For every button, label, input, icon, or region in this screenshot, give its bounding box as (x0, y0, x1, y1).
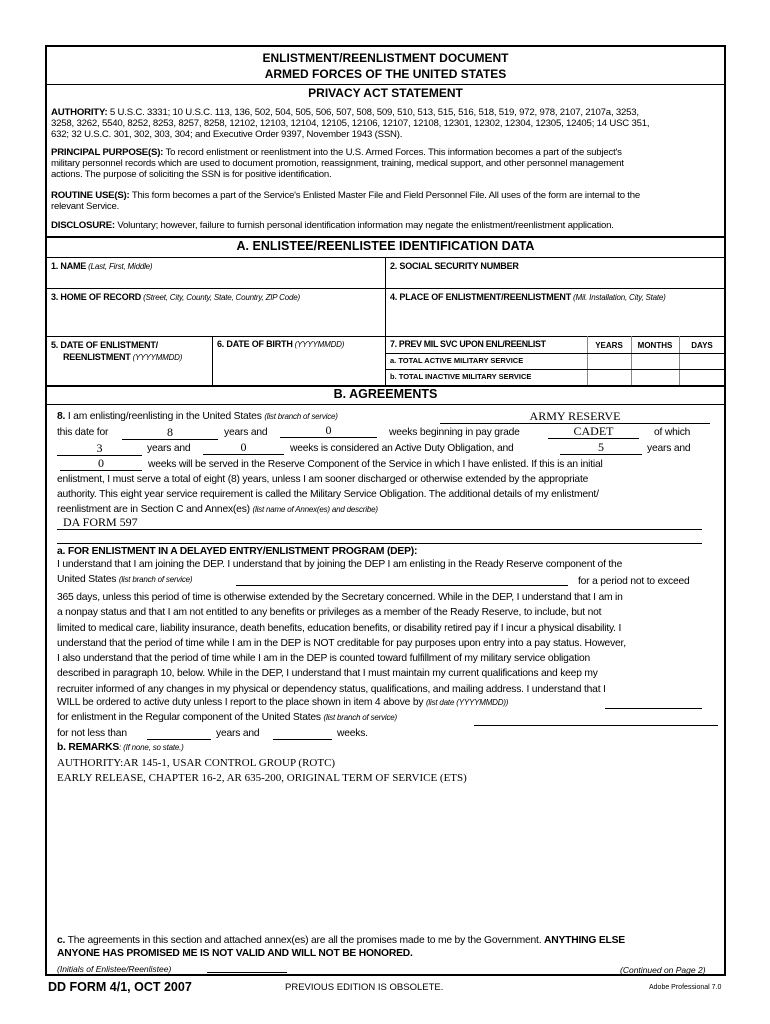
text: military personnel records which are used to document promotion, reassignment, training, medical support, and other personnel management (51, 158, 624, 169)
hint: (list branch of service) (118, 575, 193, 584)
divider (212, 336, 213, 385)
months-header: MONTHS (637, 341, 673, 350)
text: enlistment, I must serve a total of eight (8) years, unless I am sooner discharged or otherwise extended by the appropriate (57, 474, 589, 485)
text: years and (224, 427, 268, 438)
report-date-field[interactable] (605, 695, 702, 709)
text (57, 504, 378, 515)
divider (46, 404, 725, 405)
text: described in paragraph 10, below. While in the DEP, I understand that I must maintain my current qualifications and keep my (57, 668, 598, 680)
text (57, 574, 192, 585)
label: 4. PLACE OF ENLISTMENT/REENLISTMENT (390, 292, 572, 302)
text (57, 697, 508, 708)
label: REENLISTMENT (63, 352, 131, 362)
home-of-record-field[interactable] (51, 292, 300, 302)
weeks-field[interactable] (280, 424, 377, 438)
years-field[interactable] (122, 426, 218, 440)
field-value: CADET (573, 424, 614, 438)
regular-branch-field[interactable] (474, 712, 718, 726)
text: years and (147, 443, 191, 454)
text: To record enlistment or reenlistment into the U.S. Armed Forces. This information becomes a part of the subject's (163, 147, 622, 158)
hint: (list name of Annex(es) and describe) (252, 505, 378, 514)
field-value: 8 (167, 425, 173, 439)
text: I also understand that the period of time while I am in the DEP is counted toward fulfillment of my military service obligation (57, 653, 591, 665)
label: 6. DATE OF BIRTH (217, 339, 293, 349)
annex-field-line-2[interactable] (57, 543, 702, 544)
label: 5. DATE OF ENLISTMENT/ (51, 340, 158, 350)
regular-years-field[interactable] (147, 726, 211, 740)
field-value: 0 (325, 423, 332, 437)
text: weeks beginning in pay grade (389, 427, 520, 438)
divider (385, 353, 725, 354)
para-number: 8. (57, 411, 66, 422)
remarks-field[interactable] (57, 756, 467, 786)
active-years-field[interactable] (57, 442, 142, 456)
field-value: 5 (598, 440, 604, 454)
divider (46, 336, 725, 337)
ssn-field[interactable]: 2. SOCIAL SECURITY NUMBER (390, 261, 519, 271)
text: limited to medical care, liability insurance, death benefits, education benefits, or disability retired pay if I incur a physical disability. I (57, 622, 622, 634)
text: years and (647, 443, 691, 454)
text: weeks is considered an Active Duty Obligation, and (290, 443, 514, 454)
hint: (Last, First, Middle) (86, 262, 153, 271)
text: for not less than (57, 728, 127, 739)
text: recruiter informed of any changes in my physical or dependency status, qualifications, and mailing address. I understand that I (57, 683, 606, 695)
text: of which (654, 427, 691, 438)
purpose-text (51, 147, 624, 180)
text (57, 712, 397, 723)
field-value: 0 (240, 440, 247, 454)
text: understand that the period of time while I am in the DEP is NOT creditable for pay purposes upon entry into a pay status. However, (57, 637, 626, 649)
text: 3258, 3262, 5540, 8252, 8253, 8257, 8258, 12102, 12103, 12104, 12105, 12106, 12107, 12108, 12301, 12302, 12304, 12305, 12405; 14 USC 351, (51, 118, 650, 129)
branch-of-service-field[interactable] (440, 410, 710, 424)
reserve-weeks-field[interactable] (60, 457, 142, 471)
text: for a period not to exceed (578, 576, 690, 587)
disclosure-text (51, 220, 614, 231)
text: This form becomes a part of the Service's Enlisted Master File and Field Personnel File. All uses of the form are internal to the (129, 190, 641, 201)
label: c. (57, 935, 66, 946)
text: I understand that I am joining the DEP. I understand that by joining the DEP I am enlisting in the Ready Reserve component of the (57, 559, 623, 570)
date-of-enlistment-field[interactable] (51, 339, 182, 364)
purpose-label: PRINCIPAL PURPOSE(S): (51, 147, 164, 158)
routine-label: ROUTINE USE(S): (51, 190, 130, 201)
reserve-years-field[interactable] (560, 441, 642, 455)
days-header: DAYS (691, 341, 713, 350)
initials-field[interactable] (207, 960, 287, 973)
text: WILL be ordered to active duty unless I report to the place shown in item 4 above by (57, 697, 426, 708)
dep-heading: a. FOR ENLISTMENT IN A DELAYED ENTRY/ENLISTMENT PROGRAM (DEP): (57, 546, 418, 557)
remarks-label (57, 742, 184, 753)
label: 3. HOME OF RECORD (51, 292, 142, 302)
text: Voluntary; however, failure to furnish personal identification information may negate the enlistment/reenlistment application. (114, 220, 614, 231)
remark-line: EARLY RELEASE, CHAPTER 16-2, AR 635-200, ORIGINAL TERM OF SERVICE (ETS) (57, 772, 467, 784)
hint: (list date (YYYYMMDD)) (425, 698, 509, 707)
text: ANYTHING ELSE (544, 935, 625, 946)
text: weeks. (337, 728, 368, 739)
software-note: Adobe Professional 7.0 (649, 984, 722, 991)
text: ANYONE HAS PROMISED ME IS NOT VALID AND WILL NOT BE HONORED. (57, 948, 413, 959)
text: I am enlisting/reenlisting in the United States (65, 411, 265, 422)
active-weeks-field[interactable] (203, 441, 284, 455)
field-value: DA FORM 597 (63, 515, 138, 529)
text: weeks will be served in the Reserve Component of the Service in which I have enlisted. If this is an initial (148, 459, 603, 470)
disclosure-label: DISCLOSURE: (51, 220, 115, 231)
hint: : (If none, so state.) (119, 743, 184, 752)
form-title-2: ARMED FORCES OF THE UNITED STATES (264, 67, 507, 81)
label: 1. NAME (51, 261, 87, 271)
continued-note: (Continued on Page 2) (620, 965, 706, 975)
regular-weeks-field[interactable] (273, 726, 332, 740)
field-value: 3 (96, 441, 103, 455)
total-active-service-row[interactable]: a. TOTAL ACTIVE MILITARY SERVICE (390, 356, 524, 365)
hint: (Mil. Installation, City, State) (571, 293, 666, 302)
hint: (Street, City, County, State, Country, ZIP Code) (141, 293, 300, 302)
text: authority. This eight year service requirement is called the Military Service Obligation. The additional details of my enlistment/ (57, 489, 599, 500)
text: years and (216, 728, 260, 739)
initials-label: (Initials of Enlistee/Reenlistee) (57, 964, 172, 974)
form-title-1: ENLISTMENT/REENLISTMENT DOCUMENT (262, 51, 509, 65)
text: this date for (57, 427, 109, 438)
section-a-heading: A. ENLISTEE/REENLISTEE IDENTIFICATION DATA (236, 239, 535, 253)
text: reenlistment are in Section C and Annex(es) (57, 504, 253, 515)
pay-grade-field[interactable] (548, 425, 639, 439)
place-of-enlistment-field[interactable] (390, 292, 666, 302)
annex-field[interactable] (57, 516, 702, 530)
text: 365 days, unless this period of time is otherwise extended by the Secretary concerned. While in the DEP, I understand that I am in (57, 592, 623, 603)
field-value: 0 (98, 456, 104, 470)
authority-label: AUTHORITY: (51, 107, 108, 118)
date-of-birth-field[interactable] (217, 339, 344, 349)
name-field[interactable] (51, 261, 152, 271)
years-header: YEARS (595, 341, 623, 350)
divider (46, 236, 725, 238)
total-inactive-service-row[interactable]: b. TOTAL INACTIVE MILITARY SERVICE (390, 372, 532, 381)
authority-text (51, 107, 649, 140)
divider (385, 369, 725, 370)
para-8-line-1 (57, 411, 338, 422)
routine-text (51, 190, 640, 212)
text: a nonpay status and that I am not entitled to any benefits or privileges as a member of the Ready Reserve, to include, but not (57, 607, 602, 619)
section-b-heading: B. AGREEMENTS (333, 387, 438, 401)
form-number: DD FORM 4/1, OCT 2007 (48, 980, 192, 994)
dep-paragraph (57, 590, 626, 697)
text: The agreements in this section and attached annex(es) are all the promises made to me by the Government. (65, 935, 545, 946)
hint: (list branch of service) (323, 713, 397, 722)
text: actions. The purpose of soliciting the SSN is for positive identification. (51, 169, 332, 180)
remark-line: AUTHORITY:AR 145-1, USAR CONTROL GROUP (ROTC) (57, 757, 336, 769)
obsolete-note: PREVIOUS EDITION IS OBSOLETE. (285, 982, 444, 993)
privacy-heading: PRIVACY ACT STATEMENT (308, 86, 463, 100)
divider (385, 257, 386, 385)
field-value: ARMY RESERVE (529, 409, 621, 423)
prev-svc-label: 7. PREV MIL SVC UPON ENL/REENLIST (390, 339, 546, 349)
hint: (YYYYMMDD) (130, 353, 183, 362)
divider (46, 288, 725, 289)
text: United States (57, 574, 119, 585)
text: 5 U.S.C. 3331; 10 U.S.C. 113, 136, 502, 504, 505, 506, 507, 508, 509, 510, 513, 515, 516, 518, 519, 972, 978, 2107, 2107a, 3253, (107, 107, 639, 118)
text: relevant Service. (51, 201, 120, 212)
text: 632; 32 U.S.C. 301, 302, 303, 304; and Executive Order 9397, November 1943 (SSN). (51, 129, 403, 140)
label: b. REMARKS (57, 742, 120, 753)
text: for enlistment in the Regular component of the United States (57, 712, 324, 723)
text (57, 935, 625, 946)
hint: (YYYYMMDD) (292, 340, 345, 349)
divider (46, 84, 725, 85)
hint: (list branch of service) (264, 412, 338, 421)
dep-branch-field[interactable] (236, 572, 568, 586)
